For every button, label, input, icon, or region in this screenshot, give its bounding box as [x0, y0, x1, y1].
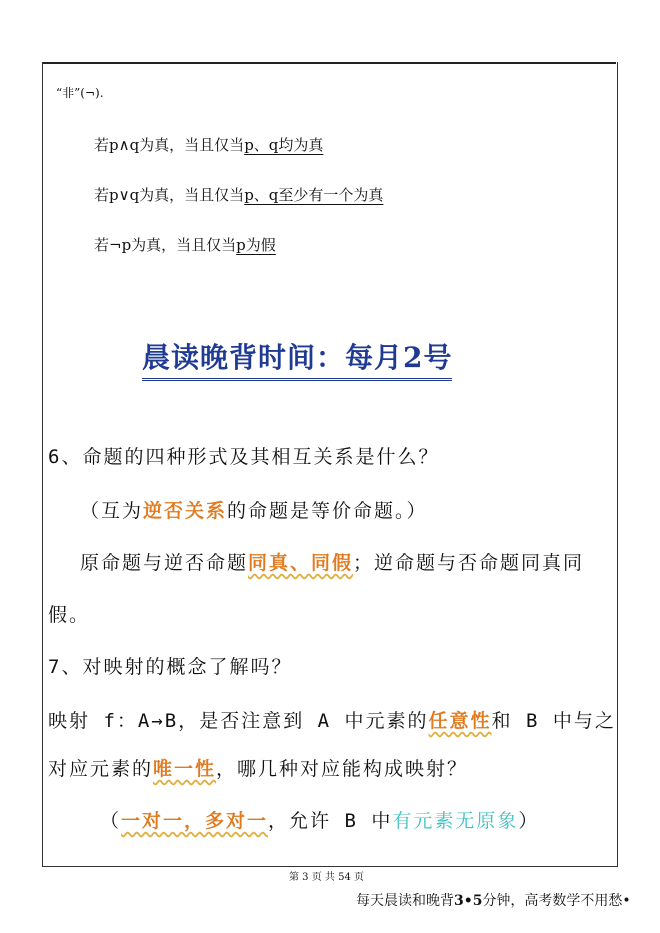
slogan-prefix: 每天晨读和晚背: [356, 893, 454, 909]
q6-line2: 假。: [48, 604, 91, 626]
section-title: 晨读晚背时间：每月2号: [142, 336, 452, 381]
rule-or-answer: p、q至少有一个为真: [244, 186, 384, 204]
q7-line3-highlight: 一对一，多对一: [121, 810, 269, 832]
rule-or-prefix: 若p∨q为真，当且仅当: [94, 186, 245, 204]
rule-and: [94, 134, 323, 155]
q7-line2-highlight: 唯一性: [153, 758, 217, 780]
q7-line3-cyan: 有元素无原象: [392, 810, 519, 832]
q7-line2-prefix: 对应元素的: [48, 758, 154, 780]
q6-note: [80, 496, 428, 523]
rule-not-answer: p为假: [236, 236, 276, 254]
q7-line3-close: ）: [518, 810, 540, 832]
q7-question: 7、对映射的概念了解吗？: [48, 656, 293, 678]
slogan-bold: 3•5: [454, 893, 483, 909]
q6-question: 6、命题的四种形式及其相互关系是什么？: [48, 446, 440, 468]
q6-line1-suffix: ；逆命题与否命题同真同: [353, 552, 585, 574]
q6-line1-prefix: 原命题与逆否命题: [80, 552, 249, 574]
slogan: [356, 890, 631, 910]
rule-and-prefix: 若p∧q为真，当且仅当: [94, 136, 245, 154]
rule-or: [94, 184, 383, 205]
q7-line2-suffix: ，哪几种对应能构成映射？: [216, 758, 469, 780]
slogan-suffix: 分钟，高考数学不用愁•: [482, 893, 631, 909]
q6-line1-highlight: 同真、同假: [248, 552, 354, 574]
q6-note-open: （互为: [80, 500, 144, 522]
q7-line1: [48, 706, 616, 733]
rule-not-prefix: 若¬p为真，当且仅当: [94, 236, 237, 254]
q7-line3-open: （: [100, 810, 122, 832]
q6-line1: [80, 548, 584, 575]
q7-line2: [48, 754, 468, 781]
q6-note-highlight: 逆否关系: [143, 500, 228, 522]
q7-line1-prefix: 映射 f：A→B，是否注意到 A 中元素的: [48, 710, 429, 732]
page-number: 第 3 页 共 54 页: [289, 872, 364, 883]
q7-line3: [100, 806, 539, 833]
negation-note: “非”(¬).: [56, 86, 104, 100]
rule-and-answer: p、q均为真: [244, 136, 324, 154]
q6-note-close: 的命题是等价命题。）: [227, 500, 428, 522]
rule-not: [94, 234, 276, 255]
q7-line1-highlight: 任意性: [428, 710, 492, 732]
q7-line1-suffix: 和 B 中与之: [491, 710, 616, 732]
q7-line3-mid: ，允许 B 中: [268, 810, 393, 832]
